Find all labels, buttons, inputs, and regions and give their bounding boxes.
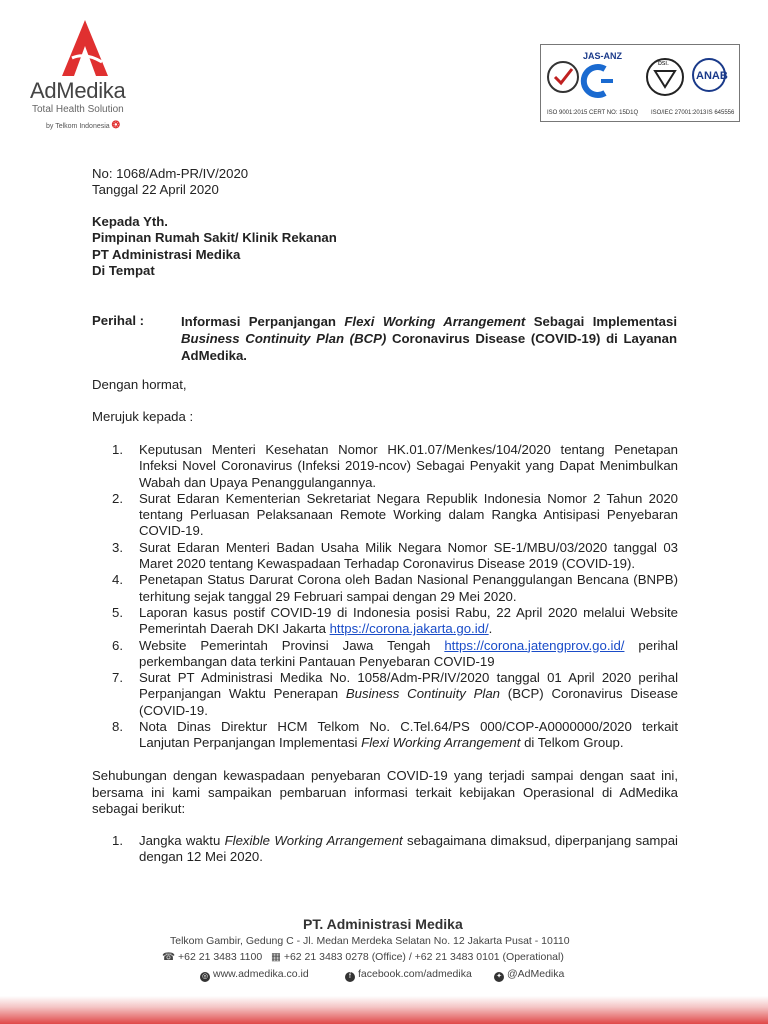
footer-twitter[interactable]: @AdMedika xyxy=(507,968,565,980)
list-text: Nota Dinas Direktur HCM Telkom No. C.Tel.64/PS 000/COP-A0000000/2020 terkait Lanjutan Perpanjangan Implementasi xyxy=(139,719,678,751)
telkom-icon: ❂ xyxy=(111,120,121,131)
cert-label-3: ISO/IEC 27001:2013 xyxy=(651,110,707,116)
list-italic: Flexi Working Arrangement xyxy=(361,735,521,751)
list-number: 1. xyxy=(112,442,123,457)
body-paragraph: Sehubungan dengan kewaspadaan penyebaran COVID-19 yang terjadi sampai dengan saat ini, bersama ini kami sampaikan pembaruan informasi terkait kebijakan Operasional di AdMedika sebagai berikut: xyxy=(92,768,678,816)
facebook-icon: f xyxy=(345,972,355,982)
list-number: 8. xyxy=(112,719,123,735)
reference-list xyxy=(112,442,678,752)
list-number: 5. xyxy=(112,604,123,620)
footer-company: PT. Administrasi Medika xyxy=(303,916,463,932)
anab-label: ANAB xyxy=(696,70,728,82)
recipient-line-4: Di Tempat xyxy=(92,263,155,278)
list-number: 3. xyxy=(112,539,123,555)
list-text: sebagaimana dimaksud, diperpanjang sampai dengan 12 Mei 2020. xyxy=(139,833,678,865)
list-text: Laporan kasus postif COVID-19 di Indonesia posisi Rabu, 22 April 2020 melalui Website Pemerintah Daerah DKI Jakarta xyxy=(139,604,678,637)
list-item xyxy=(112,833,678,866)
perihal-part: Coronavirus Disease (COVID-19) di Layanan AdMedika. xyxy=(181,331,678,363)
jas-anz-label: JAS-ANZ xyxy=(583,51,623,61)
perihal-subject xyxy=(181,313,677,364)
list-text: perihal perkembangan data terkini Pantauan Penyebaran COVID-19 xyxy=(139,637,678,669)
recipient-line-3: PT Administrasi Medika xyxy=(92,247,241,262)
cert-label-4: IS 645556 xyxy=(707,110,735,116)
list-item xyxy=(112,572,678,605)
recipient-line-1: Kepada Yth. xyxy=(92,214,168,229)
footer-address: Telkom Gambir, Gedung C - Jl. Medan Merdeka Selatan No. 12 Jakarta Pusat - 10110 xyxy=(170,935,570,947)
twitter-icon: ✦ xyxy=(494,972,504,982)
list-item xyxy=(112,605,678,638)
brand-name: AdMedika xyxy=(30,78,126,103)
perihal-part: Informasi Perpanjangan xyxy=(181,314,345,329)
cert-label-1: ISO 9001:2015 xyxy=(547,110,588,116)
list-text: Penetapan Status Darurat Corona oleh Badan Nasional Penanggulangan Bencana (BNPB) terhitung sejak tanggal 29 Februari sampai dengan 29 Mei 2020. xyxy=(139,572,678,604)
cert-label-2: CERT NO: 15D1Q xyxy=(589,110,639,116)
list-text: Surat Edaran Kementerian Sekretariat Negara Republik Indonesia Nomor 2 Tahun 2020 tentang Perluasan Pelaksanaan Remote Working dalam Rangka Antisipasi Penyebaran COVID-19. xyxy=(139,490,678,539)
list-item xyxy=(112,442,678,491)
list-text: Website Pemerintah Provinsi Jawa Tengah xyxy=(139,637,445,653)
bsi-anab-badge xyxy=(641,49,735,109)
list-number: 1. xyxy=(112,833,123,848)
perihal-label: Perihal : xyxy=(92,313,145,328)
list-text: Surat Edaran Menteri Badan Usaha Milik Negara Nomor SE-1/MBU/03/2020 tanggal 03 Maret 2020 tentang Kewaspadaan Terhadap Coronavirus Disease 2019 (COVID-19). xyxy=(139,539,678,572)
list-text: Surat PT Administrasi Medika No. 1058/Adm-PR/IV/2020 tanggal 01 April 2020 perihal Perpanjangan Waktu Penerapan xyxy=(139,670,678,702)
perihal-italic: Business Continuity Plan (BCP) xyxy=(181,331,387,346)
admedika-logo xyxy=(30,18,140,133)
list-number: 2. xyxy=(112,490,123,506)
fax-icon: ▦ xyxy=(270,951,281,963)
list-text: di Telkom Group. xyxy=(520,735,624,751)
perihal-italic: Flexi Working Arrangement xyxy=(344,314,526,329)
list-text: . xyxy=(488,621,493,637)
footer-facebook[interactable]: facebook.com/admedika xyxy=(358,968,472,980)
footer-phones xyxy=(162,951,564,963)
phone-icon: ☎ xyxy=(162,951,176,963)
refer-intro: Merujuk kepada : xyxy=(92,409,194,424)
recipient-line-2: Pimpinan Rumah Sakit/ Klinik Rekanan xyxy=(92,230,337,245)
jas-anz-badge xyxy=(545,49,633,109)
list-number: 4. xyxy=(112,572,123,588)
brand-by xyxy=(46,120,120,131)
certification-badges xyxy=(540,44,740,122)
footer-web-wrap xyxy=(200,968,309,982)
brand-by-text: by Telkom Indonesia xyxy=(46,123,110,130)
list-italic: Business Continuity Plan xyxy=(345,686,501,702)
jakarta-corona-link[interactable]: https://corona.jakarta.go.id/ xyxy=(329,621,489,637)
list-item xyxy=(112,670,678,719)
list-text: (BCP) Coronavirus Disease (COVID-19. xyxy=(139,686,679,718)
footer-web[interactable]: www.admedika.co.id xyxy=(213,968,309,980)
brand-tagline: Total Health Solution xyxy=(32,104,124,115)
letter-date: Tanggal 22 April 2020 xyxy=(92,182,219,197)
bsi-label: bsi. xyxy=(658,60,669,67)
list-italic: Flexible Working Arrangement xyxy=(224,833,403,848)
footer-phone: +62 21 3483 1100 xyxy=(178,951,263,963)
list-text: Keputusan Menteri Kesehatan Nomor HK.01.07/Menkes/104/2020 tentang Penetapan Infeksi Novel Coronavirus (Infeksi 2019-ncov) Sebagai Penyakit yang Dapat Menimbulkan Wabah dan Upaya Penanggulangannya. xyxy=(139,442,678,490)
footer-red-band xyxy=(0,996,768,1024)
letter-number: No: 1068/Adm-PR/IV/2020 xyxy=(92,166,249,181)
list-item xyxy=(112,719,678,752)
list-item xyxy=(112,638,678,671)
list-number: 6. xyxy=(112,637,123,653)
footer-facebook-wrap xyxy=(345,968,472,982)
list-text: Jangka waktu xyxy=(139,833,225,848)
greeting: Dengan hormat, xyxy=(92,377,187,392)
globe-icon: ◎ xyxy=(201,973,209,980)
perihal-part: Sebagai Implementasi xyxy=(525,314,677,329)
admedika-a-icon xyxy=(54,18,116,80)
policy-list xyxy=(112,833,678,866)
list-number: 7. xyxy=(112,670,123,686)
footer-fax: +62 21 3483 0278 (Office) / +62 21 3483 0101 (Operational) xyxy=(283,951,564,963)
footer-twitter-wrap xyxy=(494,968,564,982)
list-item xyxy=(112,540,678,573)
list-item xyxy=(112,491,678,540)
jateng-corona-link[interactable]: https://corona.jatengprov.go.id/ xyxy=(444,637,625,653)
